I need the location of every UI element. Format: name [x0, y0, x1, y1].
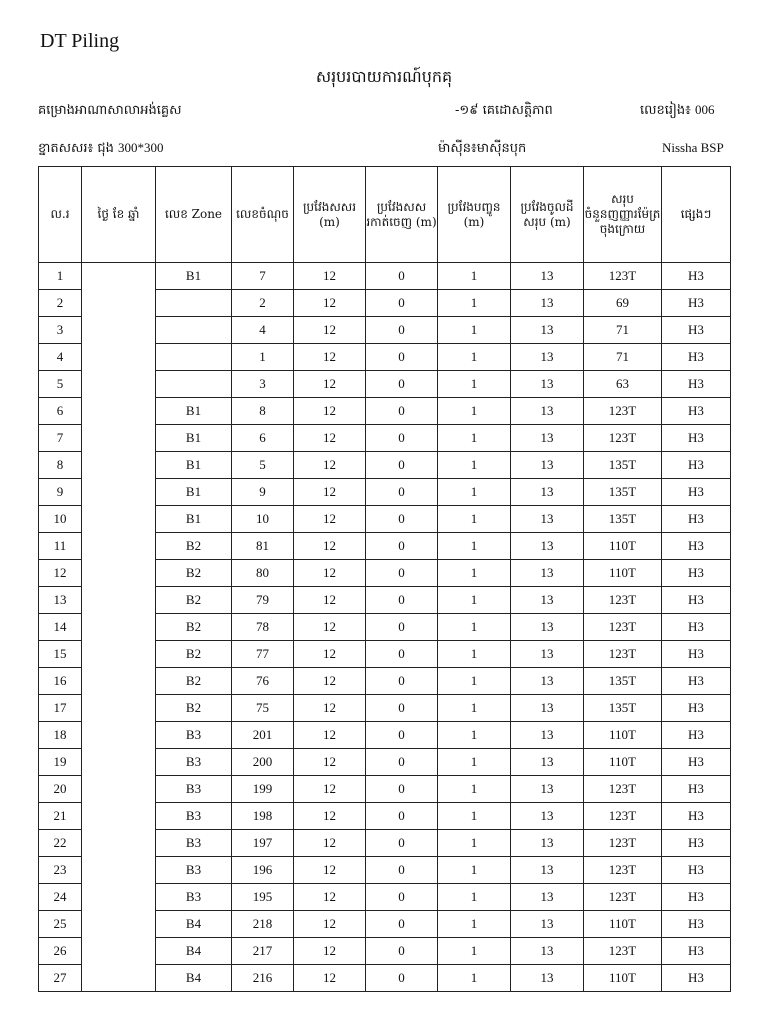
- cell-note: H3: [662, 344, 731, 371]
- cell-note: H3: [662, 668, 731, 695]
- cell-no: 24: [39, 884, 82, 911]
- cell-total-depth: 13: [511, 614, 584, 641]
- cell-final-set: 123T: [584, 398, 662, 425]
- cell-final-set: 110T: [584, 560, 662, 587]
- cell-total-depth: 13: [511, 479, 584, 506]
- cell-no: 27: [39, 965, 82, 992]
- cell-zone: B3: [156, 749, 232, 776]
- cell-point: 76: [232, 668, 294, 695]
- cell-note: H3: [662, 695, 731, 722]
- cell-no: 22: [39, 830, 82, 857]
- cell-no: 5: [39, 371, 82, 398]
- cell-final-set: 69: [584, 290, 662, 317]
- machine-name: Nissha BSP: [662, 140, 724, 155]
- cell-total-depth: 13: [511, 641, 584, 668]
- cell-final-set: 123T: [584, 614, 662, 641]
- cell-note: H3: [662, 614, 731, 641]
- cell-no: 16: [39, 668, 82, 695]
- cell-cut-length: 0: [366, 641, 438, 668]
- cell-total-depth: 13: [511, 749, 584, 776]
- cell-point: 201: [232, 722, 294, 749]
- cell-note: H3: [662, 425, 731, 452]
- cell-zone: B2: [156, 695, 232, 722]
- cell-total-depth: 13: [511, 506, 584, 533]
- cell-pile-length: 12: [294, 695, 366, 722]
- cell-zone: [156, 317, 232, 344]
- cell-zone: B2: [156, 587, 232, 614]
- cell-extension: 1: [438, 344, 511, 371]
- cell-cut-length: 0: [366, 587, 438, 614]
- cell-pile-length: 12: [294, 587, 366, 614]
- cell-final-set: 135T: [584, 668, 662, 695]
- cell-pile-length: 12: [294, 722, 366, 749]
- cell-extension: 1: [438, 317, 511, 344]
- cell-final-set: 110T: [584, 965, 662, 992]
- cell-note: H3: [662, 317, 731, 344]
- cell-point: 216: [232, 965, 294, 992]
- col-header-zone: លេខ Zone: [156, 167, 232, 263]
- cell-pile-length: 12: [294, 425, 366, 452]
- cell-zone: B1: [156, 479, 232, 506]
- cell-point: 77: [232, 641, 294, 668]
- cell-cut-length: 0: [366, 803, 438, 830]
- cell-zone: B1: [156, 452, 232, 479]
- col-header-extension: ប្រវែងបញ្ចូន (m): [438, 167, 511, 263]
- cell-pile-length: 12: [294, 641, 366, 668]
- cell-pile-length: 12: [294, 803, 366, 830]
- cell-no: 26: [39, 938, 82, 965]
- cell-point: 9: [232, 479, 294, 506]
- cell-zone: B4: [156, 965, 232, 992]
- cell-total-depth: 13: [511, 722, 584, 749]
- cell-pile-length: 12: [294, 479, 366, 506]
- cell-point: 80: [232, 560, 294, 587]
- cell-zone: [156, 371, 232, 398]
- cell-point: 10: [232, 506, 294, 533]
- col-header-cut-length: ប្រវែងសសរកាត់ចេញ (m): [366, 167, 438, 263]
- cell-pile-length: 12: [294, 965, 366, 992]
- cell-point: 78: [232, 614, 294, 641]
- cell-zone: B2: [156, 668, 232, 695]
- cell-no: 2: [39, 290, 82, 317]
- cell-cut-length: 0: [366, 614, 438, 641]
- cell-no: 17: [39, 695, 82, 722]
- cell-total-depth: 13: [511, 857, 584, 884]
- cell-zone: B2: [156, 533, 232, 560]
- cell-total-depth: 13: [511, 425, 584, 452]
- cell-cut-length: 0: [366, 506, 438, 533]
- cell-pile-length: 12: [294, 857, 366, 884]
- cell-point: 3: [232, 371, 294, 398]
- cell-cut-length: 0: [366, 911, 438, 938]
- cell-note: H3: [662, 479, 731, 506]
- cell-extension: 1: [438, 938, 511, 965]
- project-name: គម្រោងអាណាសាលាអង់គ្លេស: [38, 103, 182, 118]
- cell-zone: B2: [156, 614, 232, 641]
- cell-cut-length: 0: [366, 749, 438, 776]
- cell-note: H3: [662, 749, 731, 776]
- cell-final-set: 123T: [584, 857, 662, 884]
- cell-final-set: 110T: [584, 533, 662, 560]
- cell-note: H3: [662, 398, 731, 425]
- cell-final-set: 135T: [584, 695, 662, 722]
- col-header-total-depth: ប្រវែងចូលដីសរុប (m): [511, 167, 584, 263]
- cell-final-set: 110T: [584, 911, 662, 938]
- cell-extension: 1: [438, 398, 511, 425]
- cell-no: 14: [39, 614, 82, 641]
- cell-point: 8: [232, 398, 294, 425]
- cell-zone: B1: [156, 263, 232, 290]
- cell-note: H3: [662, 776, 731, 803]
- cell-total-depth: 13: [511, 776, 584, 803]
- cell-pile-length: 12: [294, 263, 366, 290]
- cell-pile-length: 12: [294, 560, 366, 587]
- cell-total-depth: 13: [511, 830, 584, 857]
- cell-total-depth: 13: [511, 668, 584, 695]
- cell-final-set: 110T: [584, 749, 662, 776]
- cell-total-depth: 13: [511, 452, 584, 479]
- cell-extension: 1: [438, 452, 511, 479]
- cell-note: H3: [662, 452, 731, 479]
- cell-zone: B3: [156, 830, 232, 857]
- cell-point: 197: [232, 830, 294, 857]
- cell-pile-length: 12: [294, 371, 366, 398]
- cell-note: H3: [662, 263, 731, 290]
- cell-zone: B3: [156, 722, 232, 749]
- cell-no: 20: [39, 776, 82, 803]
- cell-note: H3: [662, 371, 731, 398]
- cell-note: H3: [662, 533, 731, 560]
- cell-point: 79: [232, 587, 294, 614]
- pile-size-value: 300*300: [118, 140, 164, 155]
- cell-zone: B3: [156, 776, 232, 803]
- cell-note: H3: [662, 830, 731, 857]
- cell-final-set: 71: [584, 317, 662, 344]
- cell-final-set: 123T: [584, 884, 662, 911]
- cell-cut-length: 0: [366, 938, 438, 965]
- cell-pile-length: 12: [294, 398, 366, 425]
- cell-point: 218: [232, 911, 294, 938]
- cell-no: 1: [39, 263, 82, 290]
- cell-extension: 1: [438, 722, 511, 749]
- cell-point: 200: [232, 749, 294, 776]
- cell-cut-length: 0: [366, 317, 438, 344]
- cell-final-set: 63: [584, 371, 662, 398]
- cell-point: 199: [232, 776, 294, 803]
- col-header-date: ថ្ងៃ ខែ ឆ្នាំ: [82, 167, 156, 263]
- cell-total-depth: 13: [511, 533, 584, 560]
- cell-total-depth: 13: [511, 263, 584, 290]
- cell-cut-length: 0: [366, 857, 438, 884]
- cell-note: H3: [662, 506, 731, 533]
- col-header-pile-length: ប្រវែងសសរ (m): [294, 167, 366, 263]
- cell-zone: [156, 290, 232, 317]
- sheet-number-value: 006: [695, 102, 715, 117]
- cell-total-depth: 13: [511, 965, 584, 992]
- pile-size-label: ខ្នាតសសរ៖ ជុង: [38, 141, 114, 156]
- sheet-number: [640, 102, 715, 121]
- machine-label: ម៉ាស៊ីន៖មាស៊ីនបុក: [438, 141, 527, 156]
- cell-cut-length: 0: [366, 560, 438, 587]
- cell-extension: 1: [438, 425, 511, 452]
- cell-point: 217: [232, 938, 294, 965]
- cell-extension: 1: [438, 587, 511, 614]
- cell-pile-length: 12: [294, 344, 366, 371]
- cell-cut-length: 0: [366, 668, 438, 695]
- cell-cut-length: 0: [366, 263, 438, 290]
- cell-total-depth: 13: [511, 938, 584, 965]
- cell-cut-length: 0: [366, 776, 438, 803]
- cell-no: 12: [39, 560, 82, 587]
- cell-final-set: 123T: [584, 803, 662, 830]
- cell-total-depth: 13: [511, 803, 584, 830]
- cell-total-depth: 13: [511, 884, 584, 911]
- cell-zone: B3: [156, 857, 232, 884]
- cell-final-set: 123T: [584, 776, 662, 803]
- cell-extension: 1: [438, 479, 511, 506]
- company-name: DT Piling: [40, 30, 120, 52]
- cell-point: 196: [232, 857, 294, 884]
- cell-extension: 1: [438, 371, 511, 398]
- cell-point: 4: [232, 317, 294, 344]
- cell-total-depth: 13: [511, 911, 584, 938]
- cell-zone: B3: [156, 803, 232, 830]
- cell-no: 15: [39, 641, 82, 668]
- cell-zone: B1: [156, 506, 232, 533]
- cell-cut-length: 0: [366, 479, 438, 506]
- cell-final-set: 123T: [584, 830, 662, 857]
- cell-final-set: 135T: [584, 479, 662, 506]
- cell-note: H3: [662, 857, 731, 884]
- cell-extension: 1: [438, 830, 511, 857]
- cell-extension: 1: [438, 749, 511, 776]
- col-header-final-set: សរុបចំនួនញញ្ញារម៉ែត្រ ចុងក្រោយ: [584, 167, 662, 263]
- cell-note: H3: [662, 965, 731, 992]
- cell-note: H3: [662, 938, 731, 965]
- cell-pile-length: 12: [294, 506, 366, 533]
- col-header-no: ល.រ: [39, 167, 82, 263]
- cell-point: 2: [232, 290, 294, 317]
- cell-pile-length: 12: [294, 884, 366, 911]
- cell-pile-length: 12: [294, 938, 366, 965]
- cell-no: 21: [39, 803, 82, 830]
- cell-final-set: 123T: [584, 425, 662, 452]
- cell-total-depth: 13: [511, 344, 584, 371]
- cell-no: 9: [39, 479, 82, 506]
- cell-extension: 1: [438, 965, 511, 992]
- cell-final-set: 110T: [584, 722, 662, 749]
- cell-final-set: 123T: [584, 938, 662, 965]
- cell-no: 19: [39, 749, 82, 776]
- cell-total-depth: 13: [511, 317, 584, 344]
- cell-cut-length: 0: [366, 425, 438, 452]
- cell-note: H3: [662, 803, 731, 830]
- cell-cut-length: 0: [366, 830, 438, 857]
- cell-pile-length: 12: [294, 911, 366, 938]
- cell-extension: 1: [438, 614, 511, 641]
- cell-cut-length: 0: [366, 533, 438, 560]
- cell-final-set: 71: [584, 344, 662, 371]
- cell-extension: 1: [438, 911, 511, 938]
- cell-pile-length: 12: [294, 668, 366, 695]
- cell-zone: B2: [156, 641, 232, 668]
- cell-no: 6: [39, 398, 82, 425]
- cell-extension: 1: [438, 884, 511, 911]
- cell-zone: B4: [156, 938, 232, 965]
- cell-final-set: 123T: [584, 587, 662, 614]
- cell-zone: B3: [156, 884, 232, 911]
- cell-cut-length: 0: [366, 344, 438, 371]
- cell-pile-length: 12: [294, 452, 366, 479]
- cell-total-depth: 13: [511, 290, 584, 317]
- cell-total-depth: 13: [511, 371, 584, 398]
- cell-cut-length: 0: [366, 290, 438, 317]
- cell-point: 75: [232, 695, 294, 722]
- cell-cut-length: 0: [366, 398, 438, 425]
- cell-extension: 1: [438, 695, 511, 722]
- cell-point: 81: [232, 533, 294, 560]
- cell-point: 7: [232, 263, 294, 290]
- cell-extension: 1: [438, 263, 511, 290]
- col-header-point: លេខចំណុច: [232, 167, 294, 263]
- cell-note: H3: [662, 560, 731, 587]
- cell-pile-length: 12: [294, 290, 366, 317]
- cell-total-depth: 13: [511, 560, 584, 587]
- cell-pile-length: 12: [294, 776, 366, 803]
- cell-final-set: 135T: [584, 452, 662, 479]
- cell-zone: B4: [156, 911, 232, 938]
- cell-note: H3: [662, 587, 731, 614]
- table-body: [39, 263, 731, 992]
- cell-cut-length: 0: [366, 722, 438, 749]
- col-header-notes: ផ្សេងៗ: [662, 167, 731, 263]
- cell-cut-length: 0: [366, 452, 438, 479]
- cell-pile-length: 12: [294, 614, 366, 641]
- cell-pile-length: 12: [294, 317, 366, 344]
- cell-extension: 1: [438, 533, 511, 560]
- cell-no: 25: [39, 911, 82, 938]
- cell-date: [82, 263, 156, 992]
- cell-note: H3: [662, 290, 731, 317]
- pile-size: [38, 140, 164, 159]
- cell-no: 11: [39, 533, 82, 560]
- cell-cut-length: 0: [366, 371, 438, 398]
- cell-extension: 1: [438, 857, 511, 884]
- cell-final-set: 123T: [584, 641, 662, 668]
- cell-extension: 1: [438, 803, 511, 830]
- cell-cut-length: 0: [366, 965, 438, 992]
- cell-pile-length: 12: [294, 533, 366, 560]
- cell-no: 10: [39, 506, 82, 533]
- cell-total-depth: 13: [511, 695, 584, 722]
- cell-final-set: 123T: [584, 263, 662, 290]
- cell-pile-length: 12: [294, 749, 366, 776]
- cell-cut-length: 0: [366, 884, 438, 911]
- cell-no: 3: [39, 317, 82, 344]
- cell-no: 8: [39, 452, 82, 479]
- report-date: -១៩ គេដោសត្តិភាព: [455, 103, 553, 118]
- cell-extension: 1: [438, 506, 511, 533]
- table-header-row: [39, 167, 731, 263]
- cell-zone: [156, 344, 232, 371]
- cell-final-set: 135T: [584, 506, 662, 533]
- cell-total-depth: 13: [511, 587, 584, 614]
- report-title: សរុបរបាយការណ៍បុកគុ: [315, 67, 453, 86]
- cell-point: 195: [232, 884, 294, 911]
- cell-zone: B1: [156, 398, 232, 425]
- cell-no: 23: [39, 857, 82, 884]
- cell-point: 5: [232, 452, 294, 479]
- cell-extension: 1: [438, 668, 511, 695]
- cell-extension: 1: [438, 776, 511, 803]
- cell-pile-length: 12: [294, 830, 366, 857]
- cell-extension: 1: [438, 560, 511, 587]
- cell-zone: B2: [156, 560, 232, 587]
- cell-point: 198: [232, 803, 294, 830]
- cell-no: 4: [39, 344, 82, 371]
- cell-total-depth: 13: [511, 398, 584, 425]
- cell-point: 6: [232, 425, 294, 452]
- cell-note: H3: [662, 641, 731, 668]
- cell-zone: B1: [156, 425, 232, 452]
- cell-note: H3: [662, 911, 731, 938]
- cell-no: 18: [39, 722, 82, 749]
- cell-extension: 1: [438, 641, 511, 668]
- cell-extension: 1: [438, 290, 511, 317]
- cell-note: H3: [662, 722, 731, 749]
- cell-no: 7: [39, 425, 82, 452]
- cell-point: 1: [232, 344, 294, 371]
- sheet-number-label: លេខរៀង៖: [640, 103, 691, 118]
- cell-note: H3: [662, 884, 731, 911]
- piling-report-table: [38, 166, 731, 992]
- cell-no: 13: [39, 587, 82, 614]
- cell-cut-length: 0: [366, 695, 438, 722]
- table-row: [39, 263, 731, 290]
